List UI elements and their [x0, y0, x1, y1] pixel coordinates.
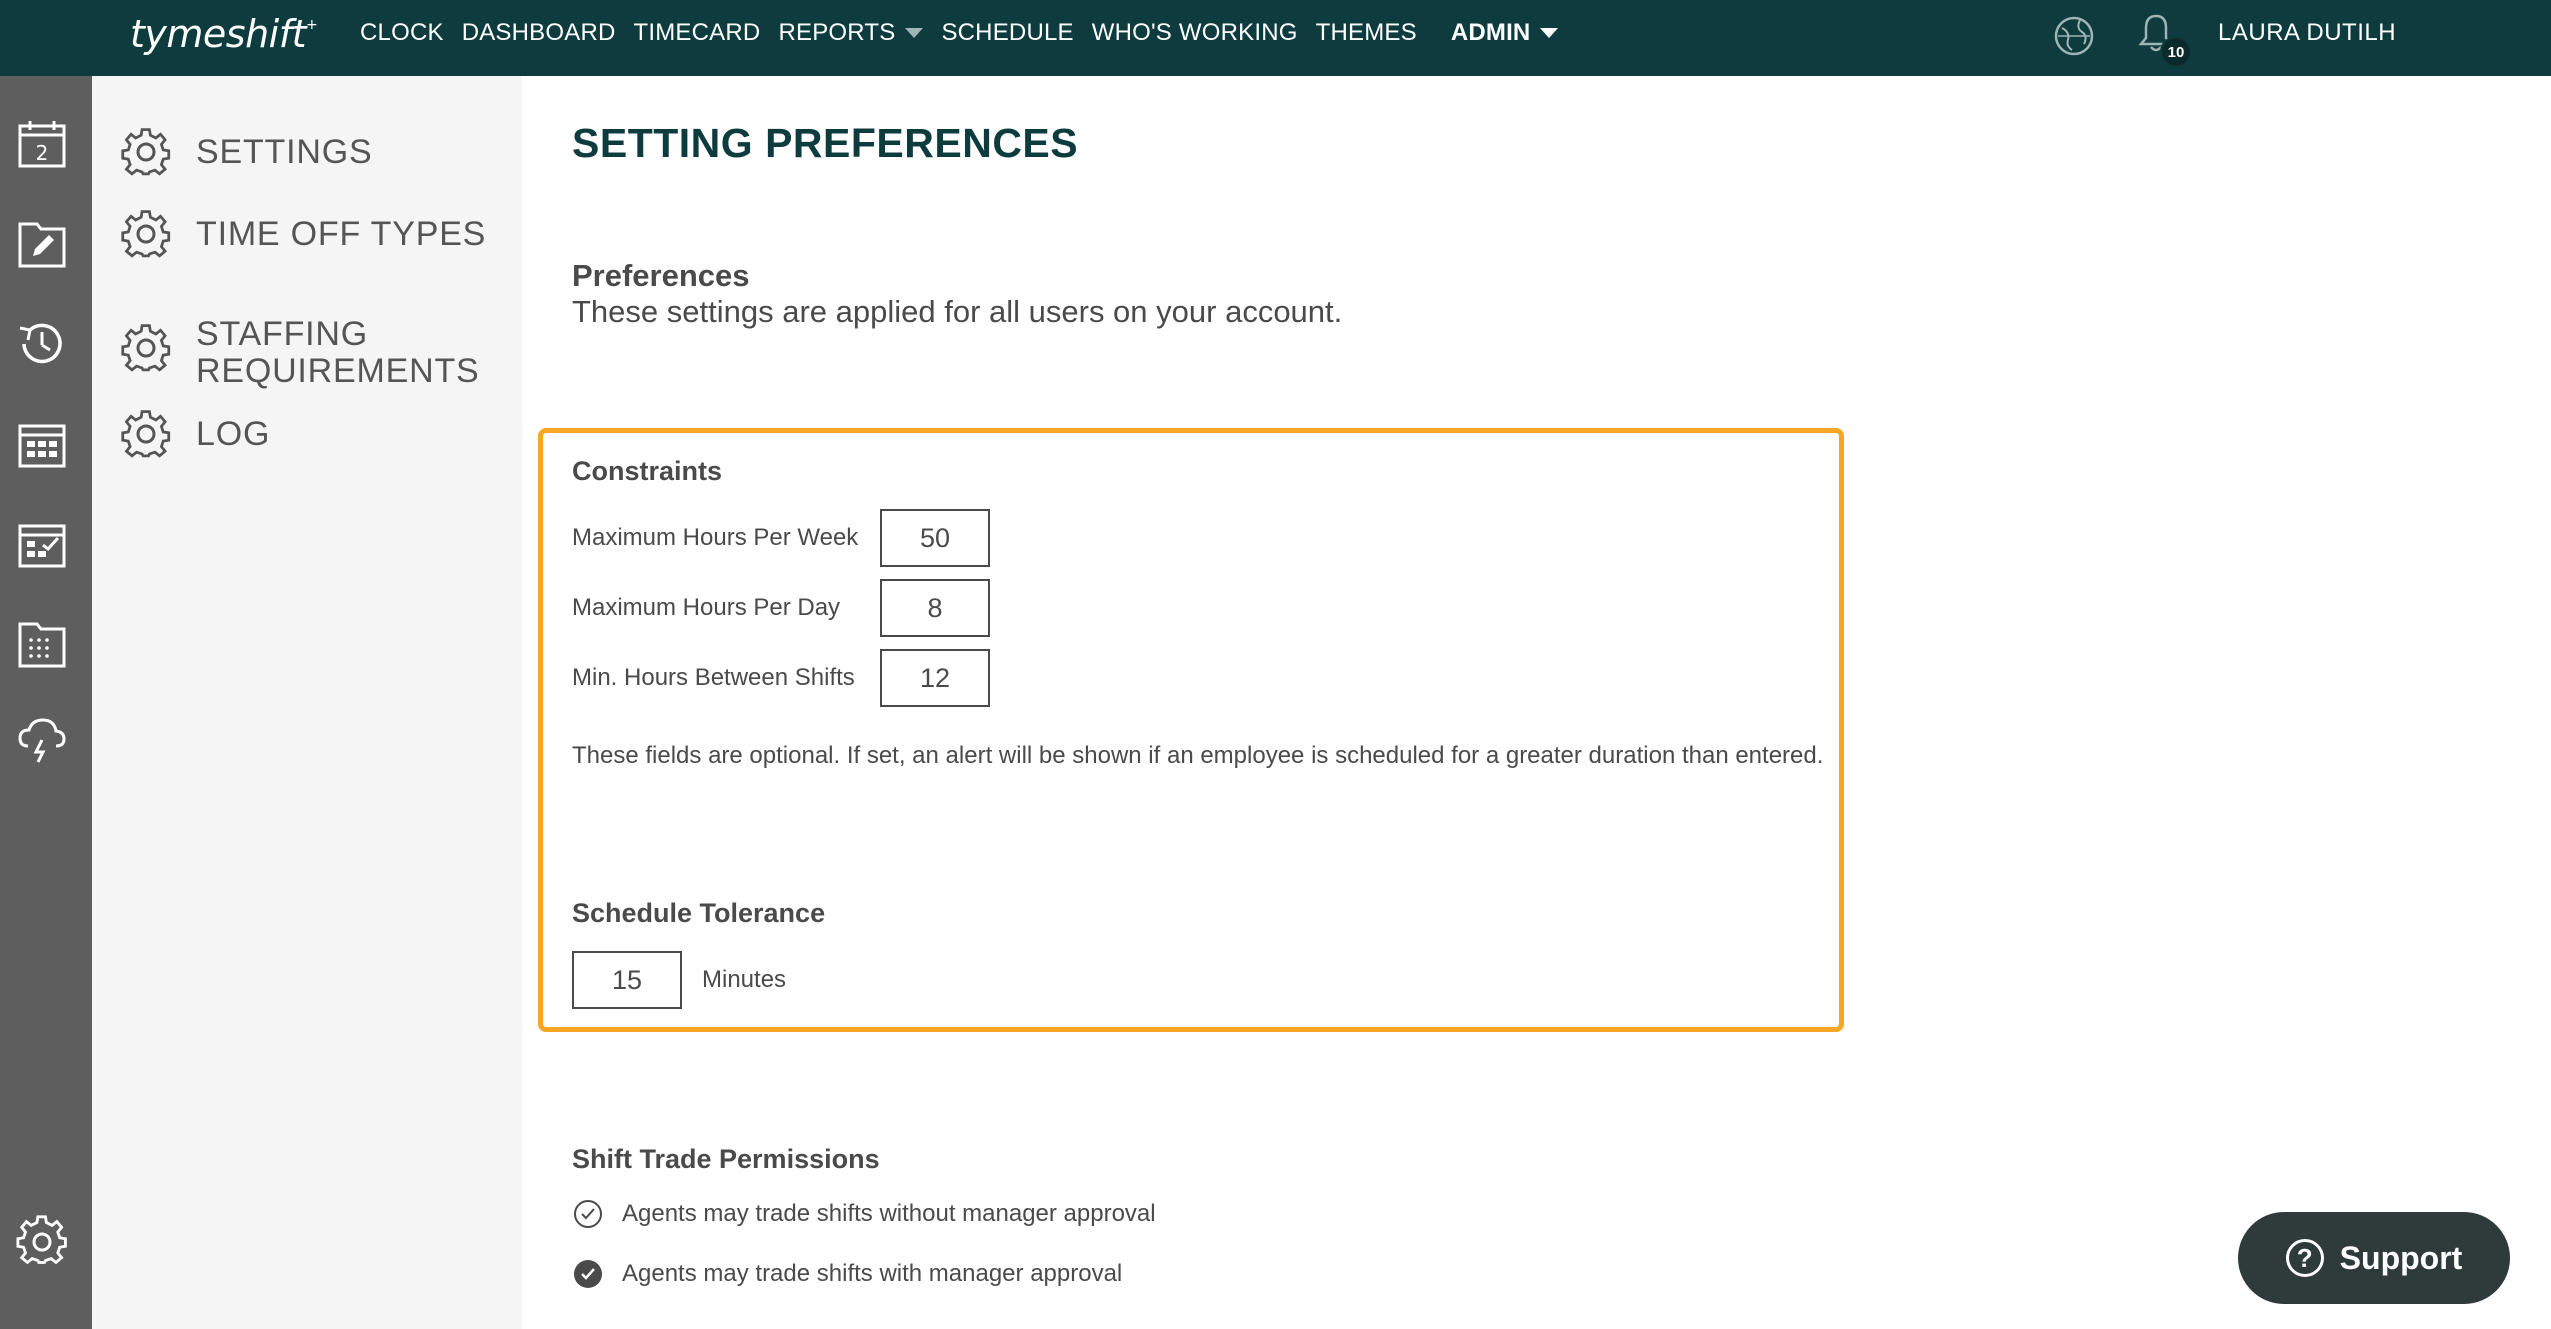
nav-schedule[interactable]: SCHEDULE [941, 19, 1074, 46]
shift-trade-option-label: Agents may trade shifts without manager approval [622, 1200, 1156, 1227]
top-navigation-bar [0, 0, 2551, 76]
schedule-tolerance-title: Schedule Tolerance [572, 898, 826, 928]
gear-icon [120, 408, 172, 460]
shift-trade-option-without-approval[interactable] [572, 1198, 1156, 1230]
constraints-title: Constraints [572, 456, 723, 486]
question-icon: ? [2286, 1239, 2324, 1277]
preferences-heading: Preferences [572, 258, 750, 293]
subnav-item-label: TIME OFF TYPES [196, 215, 487, 253]
max-hours-week-label: Maximum Hours Per Week [572, 524, 859, 551]
subnav-item-log[interactable] [120, 408, 496, 460]
constraints-help-text: These fields are optional. If set, an alert will be shown if an employee is scheduled for a greater duration than entered. [572, 742, 1824, 769]
icon-rail [0, 76, 92, 1329]
nav-admin-label: ADMIN [1450, 19, 1531, 46]
schedule-tolerance-unit: Minutes [702, 966, 787, 993]
nav-clock[interactable]: CLOCK [360, 19, 444, 46]
max-hours-day-label: Maximum Hours Per Day [572, 594, 841, 621]
edit-document-icon[interactable] [14, 216, 70, 272]
nav-reports[interactable] [778, 19, 923, 47]
gear-icon [120, 322, 172, 374]
radio-checked-icon[interactable] [572, 1258, 604, 1290]
calendar-icon[interactable] [14, 116, 70, 172]
subnav-item-label: LOG [196, 415, 271, 453]
settings-subnav [92, 76, 522, 1329]
folder-icon[interactable] [14, 616, 70, 672]
schedule-tolerance-input[interactable] [572, 951, 682, 1009]
support-label: Support [2339, 1239, 2463, 1276]
nav-whos-working[interactable]: WHO'S WORKING [1091, 19, 1298, 46]
subnav-item-settings[interactable] [120, 126, 496, 178]
svg-text:2: 2 [35, 141, 49, 165]
chevron-down-icon [1540, 28, 1558, 38]
clock-history-icon[interactable] [14, 316, 70, 372]
checklist-report-icon[interactable] [14, 516, 70, 572]
shift-trade-title: Shift Trade Permissions [572, 1144, 880, 1174]
cloud-lightning-icon[interactable] [14, 712, 70, 768]
shift-trade-option-label: Agents may trade shifts with manager approval [622, 1260, 1123, 1287]
nav-admin[interactable] [1451, 19, 1559, 47]
constraints-highlight-box [538, 428, 1844, 1032]
subnav-item-label: SETTINGS [196, 133, 373, 171]
gear-icon[interactable] [14, 1212, 70, 1268]
subnav-item-time-off-types[interactable] [120, 208, 496, 260]
nav-dashboard[interactable]: DASHBOARD [461, 19, 616, 46]
notification-badge: 10 [2160, 36, 2192, 68]
gear-icon [120, 126, 172, 178]
chevron-down-icon [905, 28, 923, 38]
grid-report-icon[interactable] [14, 416, 70, 472]
min-hours-between-shifts-label: Min. Hours Between Shifts [572, 664, 855, 691]
brand-logo[interactable] [130, 12, 317, 56]
main-nav [360, 0, 1576, 66]
nav-timecard[interactable]: TIMECARD [633, 19, 761, 46]
nav-themes[interactable]: THEMES [1315, 19, 1417, 46]
gear-icon [120, 208, 172, 260]
max-hours-week-input[interactable] [880, 509, 990, 567]
subnav-item-staffing-requirements[interactable] [120, 308, 496, 390]
radio-unchecked-icon[interactable] [572, 1198, 604, 1230]
min-hours-between-shifts-input[interactable] [880, 649, 990, 707]
preferences-description: These settings are applied for all users on your account. [572, 294, 1343, 329]
page-title: SETTING PREFERENCES [572, 120, 1079, 166]
max-hours-day-input[interactable] [880, 579, 990, 637]
subnav-item-label: STAFFING REQUIREMENTS [196, 315, 480, 390]
brand-mark: + [306, 17, 318, 34]
globe-icon[interactable] [2052, 14, 2096, 63]
nav-reports-label: REPORTS [778, 19, 896, 46]
shift-trade-option-with-approval[interactable] [572, 1258, 1122, 1290]
brand-name: tymeshift [130, 12, 306, 56]
support-button[interactable] [2238, 1212, 2510, 1304]
user-menu[interactable]: LAURA DUTILH [2218, 19, 2397, 46]
